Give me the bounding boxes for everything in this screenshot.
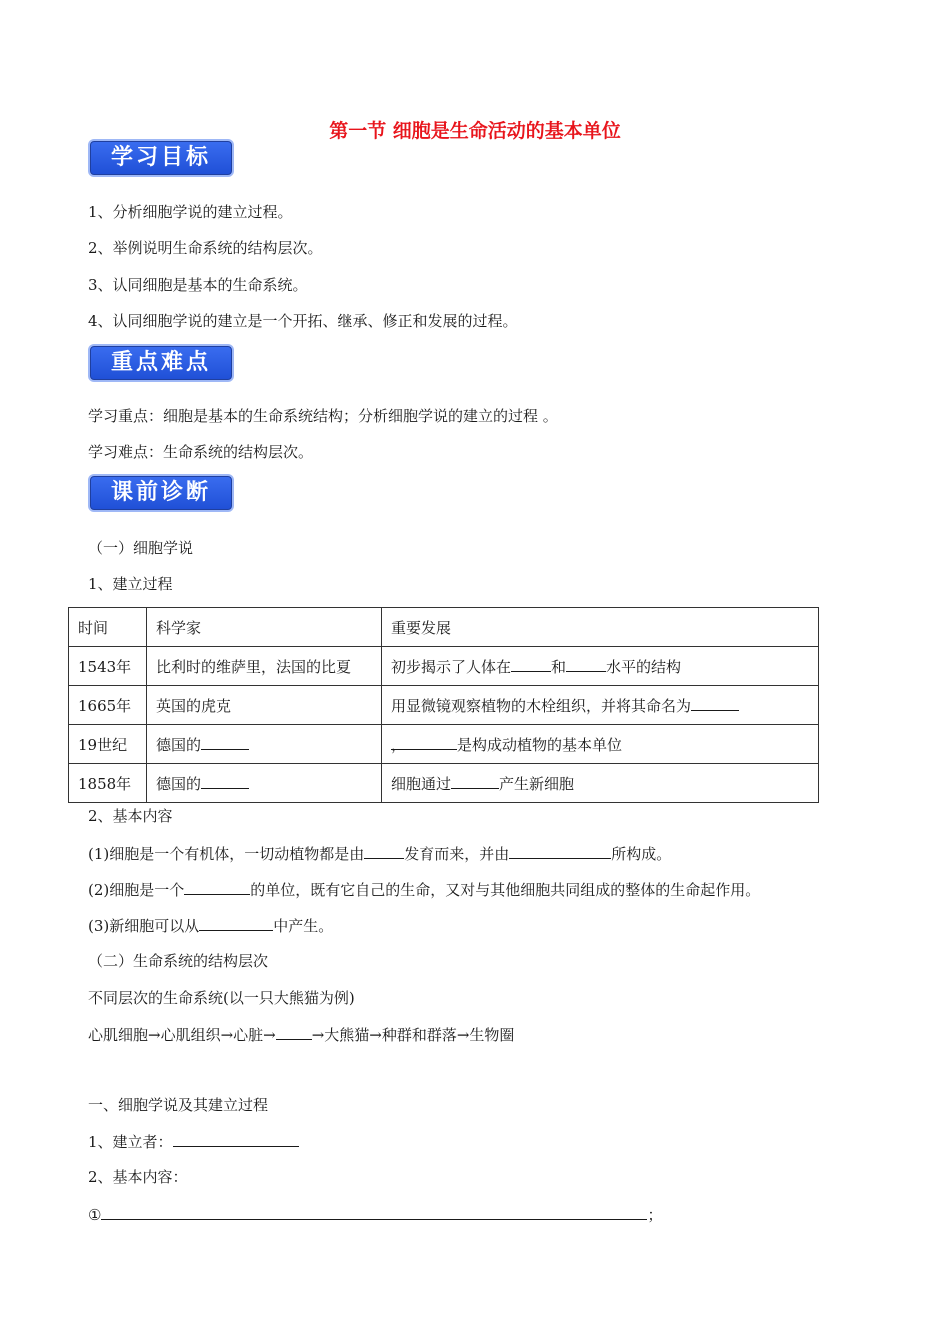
text-fragment: 中产生。 xyxy=(273,917,334,935)
fill-blank[interactable] xyxy=(451,773,499,789)
fill-blank[interactable] xyxy=(509,843,611,859)
hierarchy-chain xyxy=(88,1024,514,1045)
table-cell-time: 1665年 xyxy=(69,686,147,725)
table-row xyxy=(69,764,819,803)
section-description: 不同层次的生命系统(以一只大熊猫为例) xyxy=(88,989,355,1007)
section-heading: （一）细胞学说 xyxy=(88,539,194,557)
text-fragment: ① xyxy=(88,1206,102,1224)
history-table xyxy=(68,607,819,803)
subsection-heading: 1、建立过程 xyxy=(88,575,173,593)
table-cell-scientist xyxy=(147,725,382,764)
table-cell-time: 1858年 xyxy=(69,764,147,803)
subsection-heading: 2、基本内容 xyxy=(88,807,173,825)
fill-blank[interactable] xyxy=(405,734,457,750)
section-badge-objectives: 学习目标 xyxy=(88,139,234,177)
text-fragment: 德国的 xyxy=(156,735,202,754)
fill-blank[interactable] xyxy=(201,773,249,789)
founder-line xyxy=(88,1131,299,1152)
text-fragment: 德国的 xyxy=(156,774,202,793)
content-item xyxy=(88,843,671,864)
part-heading: 一、细胞学说及其建立过程 xyxy=(88,1096,269,1114)
text-fragment: 所构成。 xyxy=(611,845,672,863)
content-item xyxy=(88,1204,662,1225)
page-title: 第一节 细胞是生命活动的基本单位 xyxy=(329,120,621,142)
text-fragment: 用显微镜观察植物的木栓组织，并将其命名为 xyxy=(391,696,692,715)
table-row xyxy=(69,647,819,686)
text-fragment: (2)细胞是一个 xyxy=(88,881,185,899)
table-cell-scientist xyxy=(147,764,382,803)
text-fragment: 是构成动植物的基本单位 xyxy=(457,735,623,754)
fill-blank[interactable] xyxy=(511,656,551,672)
key-point-focus: 学习重点：细胞是基本的生命系统结构；分析细胞学说的建立的过程 。 xyxy=(88,407,558,425)
text-fragment: →大熊猫→种群和群落→生物圈 xyxy=(311,1026,515,1044)
objective-item: 4、认同细胞学说的建立是一个开拓、继承、修正和发展的过程。 xyxy=(88,312,518,330)
text-fragment: 的单位，既有它自己的生命，又对与其他细胞共同组成的整体的生命起作用。 xyxy=(250,881,761,899)
table-cell-scientist: 英国的虎克 xyxy=(147,686,382,725)
content-item xyxy=(88,879,760,900)
fill-blank[interactable] xyxy=(184,879,250,895)
fill-blank[interactable] xyxy=(391,734,407,754)
table-cell-time: 1543年 xyxy=(69,647,147,686)
text-fragment: 1、建立者： xyxy=(88,1133,173,1151)
table-row xyxy=(69,686,819,725)
objective-item: 2、举例说明生命系统的结构层次。 xyxy=(88,239,323,257)
text-fragment: 细胞通过 xyxy=(391,774,452,793)
key-point-difficulty: 学习难点：生命系统的结构层次。 xyxy=(88,443,314,461)
text-fragment: 水平的结构 xyxy=(606,657,682,676)
table-cell-development xyxy=(382,764,819,803)
fill-blank[interactable] xyxy=(201,734,249,750)
fill-blank[interactable] xyxy=(276,1024,312,1040)
fill-blank[interactable] xyxy=(199,915,273,931)
table-cell-development xyxy=(382,647,819,686)
content-item xyxy=(88,915,333,936)
fill-blank[interactable] xyxy=(691,695,739,711)
text-fragment: ， xyxy=(391,735,407,754)
table-cell-development xyxy=(382,725,819,764)
text-fragment: 心肌细胞→心肌组织→心脏→ xyxy=(88,1026,276,1044)
table-header-cell: 时间 xyxy=(69,608,147,647)
objective-item: 1、分析细胞学说的建立过程。 xyxy=(88,203,293,221)
section-heading: （二）生命系统的结构层次 xyxy=(88,952,269,970)
text-fragment: 产生新细胞 xyxy=(499,774,575,793)
text-fragment: ； xyxy=(647,1206,663,1224)
objective-item: 3、认同细胞是基本的生命系统。 xyxy=(88,276,308,294)
fill-blank[interactable] xyxy=(101,1204,647,1220)
section-badge-pre-class: 课前诊断 xyxy=(88,474,234,512)
table-cell-time: 19世纪 xyxy=(69,725,147,764)
fill-blank[interactable] xyxy=(566,656,606,672)
table-cell-development xyxy=(382,686,819,725)
fill-blank[interactable] xyxy=(364,843,404,859)
text-fragment: 和 xyxy=(551,657,567,676)
text-fragment: 发育而来，并由 xyxy=(404,845,510,863)
content-label: 2、基本内容： xyxy=(88,1168,188,1186)
text-fragment: (3)新细胞可以从 xyxy=(88,917,200,935)
table-header-row xyxy=(69,608,819,647)
text-fragment: (1)细胞是一个有机体，一切动植物都是由 xyxy=(88,845,365,863)
table-cell-scientist: 比利时的维萨里，法国的比夏 xyxy=(147,647,382,686)
table-header-cell: 重要发展 xyxy=(382,608,819,647)
section-badge-key-points: 重点难点 xyxy=(88,344,234,382)
text-fragment: 初步揭示了人体在 xyxy=(391,657,512,676)
fill-blank[interactable] xyxy=(173,1131,299,1147)
table-header-cell: 科学家 xyxy=(147,608,382,647)
table-row xyxy=(69,725,819,764)
